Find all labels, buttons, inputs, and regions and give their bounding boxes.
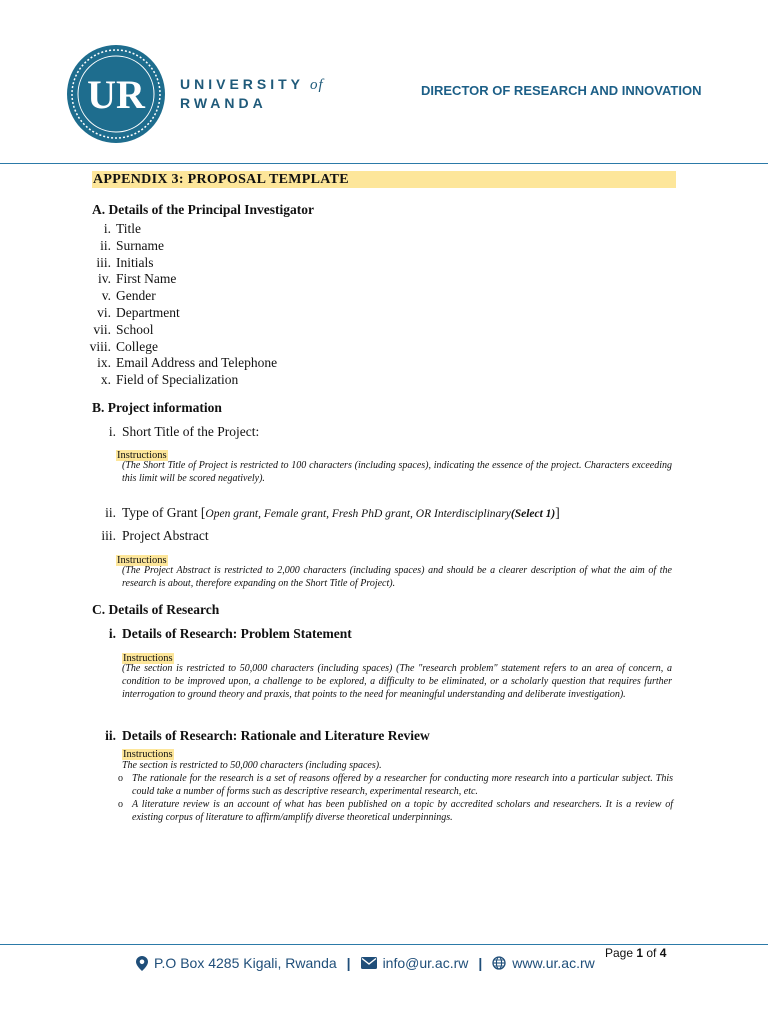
item-text: Department <box>116 304 180 320</box>
pi-detail-item <box>80 339 277 356</box>
pi-details-list <box>80 221 277 389</box>
item-text: Field of Specialization <box>116 372 239 388</box>
pi-detail-item <box>80 255 277 272</box>
item-text: College <box>116 338 158 354</box>
project-item-short-title <box>80 424 259 440</box>
bullet-text: A literature review is an account of what has been published on a topic by accredited scholars and researchers. It is a review of existing corpus of literature to affirm/amplify diverse theoretical underpinnings. <box>132 799 673 823</box>
pi-detail-item <box>80 271 277 288</box>
email-link[interactable]: info@ur.ac.rw <box>382 955 469 971</box>
item-number: ii. <box>105 728 116 743</box>
bullet-item <box>118 798 673 824</box>
instructions-text: The section is restricted to 50,000 characters (including spaces). <box>122 760 382 771</box>
item-text: Title <box>116 221 142 236</box>
university-name-line1: UNIVERSITY of <box>180 76 324 93</box>
section-c-heading: C. Details of Research <box>92 602 220 617</box>
rationale-bullet-list <box>118 772 673 824</box>
item-number: viii. <box>89 338 111 354</box>
item-number: vii. <box>93 321 111 337</box>
pi-detail-item <box>80 305 277 322</box>
logo-monogram: UR <box>87 72 145 117</box>
project-item-abstract <box>80 528 209 544</box>
item-number: ii. <box>105 505 116 520</box>
instructions-label: Instructions <box>123 749 173 760</box>
office-title: DIRECTOR OF RESEARCH AND INNOVATION <box>421 83 702 98</box>
address-text: P.O Box 4285 Kigali, Rwanda <box>154 955 337 971</box>
university-name-line2: RWANDA <box>180 95 267 111</box>
instructions-label: Instructions <box>117 450 167 461</box>
email-icon <box>361 957 377 969</box>
item-number: i. <box>103 221 111 236</box>
header-divider <box>0 163 768 164</box>
bullet-mark: o <box>118 773 123 784</box>
instructions-text: (The Project Abstract is restricted to 2,000 characters (including spaces) and should be a clearer description of what the aim of the research is about, therefore expanding on the Short Title of Project). <box>122 565 672 589</box>
university-logo <box>66 44 166 144</box>
research-sub-problem <box>80 626 352 642</box>
bullet-mark: o <box>118 799 123 810</box>
item-number: iii. <box>96 254 111 270</box>
item-text: Initials <box>116 254 154 270</box>
subsection-title: Details of Research: Rationale and Literature Review <box>122 728 430 743</box>
section-a-heading: A. Details of the Principal Investigator <box>92 202 314 217</box>
item-number: v. <box>101 288 111 304</box>
item-number: iv. <box>98 271 111 287</box>
footer-separator: | <box>478 955 483 971</box>
project-item-grant-type: ii. Type of Grant [ Open grant, Female grant, Fresh PhD grant, OR Interdisciplinary (Select 1) ] <box>80 505 560 523</box>
pi-detail-item <box>80 372 277 389</box>
item-text: Project Abstract <box>122 528 209 543</box>
footer-divider <box>0 944 768 945</box>
item-text: Email Address and Telephone <box>116 355 278 371</box>
research-sub-rationale <box>80 728 430 744</box>
item-number: ii. <box>100 237 111 253</box>
item-number: ix. <box>97 355 111 371</box>
item-number: vi. <box>97 304 111 320</box>
section-b-heading: B. Project information <box>92 400 222 415</box>
instructions-label: Instructions <box>123 653 173 664</box>
item-number: iii. <box>101 528 116 543</box>
globe-icon <box>492 956 506 970</box>
item-number: i. <box>108 424 116 439</box>
grant-options: Open grant, Female grant, Fresh PhD grant, OR Interdisciplinary <box>205 508 511 520</box>
bullet-item <box>118 772 673 798</box>
pi-detail-item <box>80 355 277 372</box>
pi-detail-item <box>80 238 277 255</box>
instructions-text: (The section is restricted to 50,000 characters (including spaces) (The "research problem" statement refers to an area of concern, a condition to be improved upon, a challenge to be explored, a difficulty to be eliminated, or a scholarly question that requires further interrogation to ground theory and praxis, that points to the need for meaningful understanding and deliberate investigation). <box>122 663 672 700</box>
item-number: i. <box>108 626 116 641</box>
item-text: Surname <box>116 237 164 253</box>
website-link[interactable]: www.ur.ac.rw <box>512 955 595 971</box>
contact-footer <box>136 955 595 971</box>
pi-detail-item <box>80 322 277 339</box>
footer-separator: | <box>346 955 351 971</box>
item-text: First Name <box>116 271 177 287</box>
instructions-text: (The Short Title of Project is restricted to 100 characters (including spaces), indicating the essence of the project. Characters exceeding this limit will be scored negatively). <box>122 460 672 484</box>
bullet-text: The rationale for the research is a set of reasons offered by a researcher for conducting more research into a particular subject. This could take a number of forms such as descriptive research, experimental research, etc. <box>132 773 673 797</box>
location-pin-icon <box>136 956 148 971</box>
item-text: Gender <box>116 288 156 304</box>
page-number: Page 1 of 4 <box>605 946 667 960</box>
select-one-note: (Select 1) <box>510 508 556 520</box>
item-number: x. <box>100 372 111 388</box>
subsection-title: Details of Research: Problem Statement <box>122 626 352 641</box>
instructions-label: Instructions <box>117 555 167 566</box>
item-text: Short Title of the Project: <box>122 424 260 439</box>
item-text: School <box>116 321 154 337</box>
pi-detail-item <box>80 288 277 305</box>
item-text: Type of Grant [ <box>122 505 206 520</box>
pi-detail-item <box>80 221 277 238</box>
appendix-title: APPENDIX 3: PROPOSAL TEMPLATE <box>92 171 676 188</box>
